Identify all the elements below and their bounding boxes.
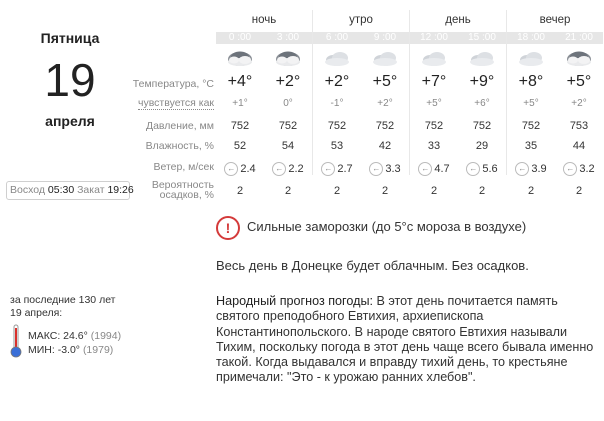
- temperature-value: +5°: [566, 73, 592, 90]
- wind-direction-icon: ←: [321, 162, 335, 176]
- cloud-icon: [323, 48, 351, 68]
- wind-value: 3.9: [531, 162, 547, 175]
- temperature-value: +7°: [421, 73, 447, 90]
- label-wind: Ветер, м/сек: [153, 161, 214, 173]
- label-temperature: Температура, °C: [132, 78, 214, 90]
- folk-title: Народный прогноз погоды:: [216, 294, 373, 308]
- day-summary: Весь день в Донецке будет облачным. Без осадков.: [216, 258, 529, 273]
- cloud-icon: [468, 48, 496, 68]
- pressure-value: 752: [278, 120, 298, 132]
- temperature-value: +2°: [275, 73, 301, 90]
- period-divider: [506, 10, 507, 175]
- precip-value: 2: [284, 185, 292, 197]
- period-divider: [409, 10, 410, 175]
- humidity-value: 29: [475, 140, 489, 152]
- label-feels-like[interactable]: чувствуется как: [137, 97, 214, 109]
- folk-forecast: [216, 294, 601, 386]
- wind-value: 4.7: [434, 162, 450, 175]
- cloud-icon: [517, 48, 545, 68]
- period-evening: вечер: [539, 14, 571, 26]
- wind-direction-icon: ←: [369, 162, 383, 176]
- temperature-value: +4°: [227, 73, 253, 90]
- wind-value: 3.3: [385, 162, 401, 175]
- month: апреля: [45, 113, 95, 129]
- precip-value: 2: [478, 185, 486, 197]
- humidity-value: 33: [427, 140, 441, 152]
- pressure-value: 752: [375, 120, 395, 132]
- precip-value: 2: [527, 185, 535, 197]
- temperature-value: +2°: [324, 73, 350, 90]
- sun-times: [6, 181, 134, 200]
- cloud-icon: [420, 48, 448, 68]
- feels-like-value: +1°: [232, 98, 248, 109]
- wind-cell: [410, 162, 458, 176]
- time-slot: 15 :00: [458, 32, 506, 44]
- humidity-value: 35: [524, 140, 538, 152]
- precip-value: 2: [381, 185, 389, 197]
- label-precip-line2: осадков, %: [159, 189, 214, 201]
- wind-direction-icon: ←: [418, 162, 432, 176]
- history-period: за последние 130 лет: [10, 294, 116, 306]
- temperature-value: +8°: [518, 73, 544, 90]
- pressure-value: 752: [521, 120, 541, 132]
- temperature-value: +9°: [469, 73, 495, 90]
- precip-value: 2: [333, 185, 341, 197]
- feels-like-value: +5°: [523, 98, 539, 109]
- cloud-moon-icon: [565, 48, 593, 68]
- sunset-label: Закат: [77, 184, 105, 196]
- pressure-value: 752: [230, 120, 250, 132]
- humidity-value: 54: [281, 140, 295, 152]
- pressure-value: 752: [424, 120, 444, 132]
- time-slot: 6 :00: [313, 32, 361, 44]
- feels-like-value: +2°: [571, 98, 587, 109]
- time-slot: 12 :00: [410, 32, 458, 44]
- period-headers: [216, 10, 604, 32]
- wind-cell: [264, 162, 312, 176]
- time-slot: 9 :00: [361, 32, 409, 44]
- history-records: [10, 294, 200, 320]
- wind-value: 2.7: [337, 162, 353, 175]
- wind-direction-icon: ←: [272, 162, 286, 176]
- history-date: 19 апреля:: [10, 307, 63, 319]
- period-morning: утро: [313, 10, 410, 32]
- label-precip: [152, 180, 214, 200]
- min-year: (1979): [82, 344, 114, 356]
- folk-text: В этот день почитается память святого преподобного Евтихия, архиепископа Константинопольского. В народе святого Евтихия называли Тихим, поскольку погода в этот день чаще всего бывала именно такой. Когда выдавался и вправду тихий день, то крестьяне примечали: "Это - к урожаю ранних хлебов".: [216, 294, 594, 385]
- wind-cell: [555, 162, 603, 176]
- pressure-value: 752: [327, 120, 347, 132]
- pressure-value: 753: [569, 120, 589, 132]
- precip-value: 2: [236, 185, 244, 197]
- sunrise-time: 05:30: [47, 184, 75, 196]
- humidity-value: 53: [330, 140, 344, 152]
- wind-cell: [216, 162, 264, 176]
- frost-alert: [216, 216, 596, 240]
- label-humidity: Влажность, %: [145, 140, 214, 152]
- cloud-moon-icon: [274, 48, 302, 68]
- temperature-value: +5°: [372, 73, 398, 90]
- min-label: МИН:: [28, 344, 55, 356]
- wind-direction-icon: ←: [563, 162, 577, 176]
- time-slot: 21 :00: [555, 32, 603, 44]
- precip-value: 2: [430, 185, 438, 197]
- precip-value: 2: [575, 185, 583, 197]
- wind-cell: [507, 162, 555, 176]
- min-value: -3.0°: [57, 344, 81, 356]
- max-label: МАКС:: [28, 330, 61, 342]
- time-slot: 18 :00: [507, 32, 555, 44]
- period-divider: [312, 10, 313, 175]
- period-night: ночь: [216, 10, 313, 32]
- wind-direction-icon: ←: [466, 162, 480, 176]
- warning-icon: !: [216, 216, 240, 240]
- wind-value: 5.6: [482, 162, 498, 175]
- max-year: (1994): [90, 330, 122, 342]
- wind-direction-icon: ←: [224, 162, 238, 176]
- label-precip-line1: Вероятность: [151, 179, 214, 191]
- record-min: [28, 344, 113, 356]
- wind-value: 2.4: [240, 162, 256, 175]
- wind-value: 3.2: [579, 162, 595, 175]
- pressure-value: 752: [472, 120, 492, 132]
- sunrise-label: Восход: [10, 184, 45, 196]
- feels-like-value: -1°: [330, 98, 344, 109]
- time-slot: 0 :00: [216, 32, 264, 44]
- max-value: 24.6°: [63, 330, 88, 342]
- humidity-value: 44: [572, 140, 586, 152]
- day-number: 19: [44, 54, 96, 106]
- record-max: [28, 330, 121, 342]
- feels-like-value: 0°: [283, 98, 293, 109]
- wind-cell: [313, 162, 361, 176]
- alert-text: Сильные заморозки (до 5°с мороза в воздухе): [247, 219, 527, 234]
- wind-value: 2.2: [288, 162, 304, 175]
- cloud-moon-icon: [226, 48, 254, 68]
- humidity-value: 52: [233, 140, 247, 152]
- feels-like-value: +5°: [426, 98, 442, 109]
- wind-cell: [458, 162, 506, 176]
- thermometer-icon: [10, 324, 22, 358]
- sunset-time: 19:26: [107, 184, 134, 196]
- label-pressure: Давление, мм: [145, 120, 214, 132]
- feels-like-value: +6°: [474, 98, 490, 109]
- feels-like-value: +2°: [377, 98, 393, 109]
- wind-direction-icon: ←: [515, 162, 529, 176]
- cloud-icon: [371, 48, 399, 68]
- humidity-value: 42: [378, 140, 392, 152]
- wind-cell: [361, 162, 409, 176]
- period-day: день: [410, 10, 507, 32]
- time-slot: 3 :00: [264, 32, 312, 44]
- weekday: Пятница: [40, 30, 100, 46]
